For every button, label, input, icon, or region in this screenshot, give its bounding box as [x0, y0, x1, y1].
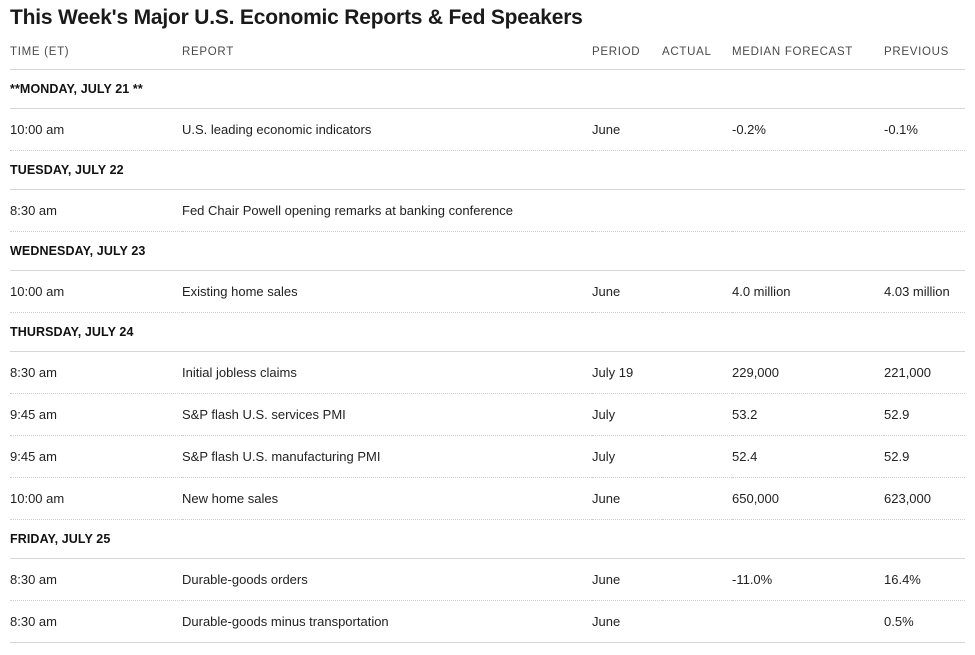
day-label: TUESDAY, JULY 22 — [10, 151, 965, 190]
cell-actual — [662, 394, 732, 436]
cell-actual — [662, 190, 732, 232]
cell-period: June — [592, 271, 662, 313]
table-row — [10, 601, 965, 643]
cell-previous: 52.9 — [884, 394, 965, 436]
day-label: **MONDAY, JULY 21 ** — [10, 70, 965, 109]
cell-previous: 221,000 — [884, 352, 965, 394]
cell-period: July — [592, 436, 662, 478]
cell-report: U.S. leading economic indicators — [182, 109, 592, 151]
cell-report: New home sales — [182, 478, 592, 520]
cell-median-forecast: 229,000 — [732, 352, 884, 394]
table-row — [10, 190, 965, 232]
cell-period: July 19 — [592, 352, 662, 394]
cell-period: July — [592, 394, 662, 436]
economic-calendar-page — [0, 6, 975, 643]
cell-period: June — [592, 478, 662, 520]
cell-previous: 0.5% — [884, 601, 965, 643]
table-row — [10, 436, 965, 478]
column-header-period: PERIOD — [592, 46, 662, 70]
cell-previous: 4.03 million — [884, 271, 965, 313]
cell-median-forecast: 650,000 — [732, 478, 884, 520]
cell-previous — [884, 190, 965, 232]
cell-report: Existing home sales — [182, 271, 592, 313]
table-day-header-row — [10, 520, 965, 559]
table-day-header-row — [10, 70, 965, 109]
table-header-row — [10, 46, 965, 70]
cell-report: Fed Chair Powell opening remarks at banking conference — [182, 190, 592, 232]
column-header-time: TIME (ET) — [10, 46, 182, 70]
cell-previous: 52.9 — [884, 436, 965, 478]
cell-period: June — [592, 559, 662, 601]
page-title: This Week's Major U.S. Economic Reports & Fed Speakers — [10, 6, 583, 29]
cell-median-forecast: -11.0% — [732, 559, 884, 601]
cell-actual — [662, 601, 732, 643]
table-row — [10, 478, 965, 520]
table-row — [10, 271, 965, 313]
cell-report: Durable-goods orders — [182, 559, 592, 601]
cell-time: 9:45 am — [10, 436, 182, 478]
cell-median-forecast — [732, 190, 884, 232]
cell-report: Initial jobless claims — [182, 352, 592, 394]
day-label: FRIDAY, JULY 25 — [10, 520, 965, 559]
table-body — [10, 70, 965, 643]
cell-time: 9:45 am — [10, 394, 182, 436]
cell-actual — [662, 559, 732, 601]
column-header-actual: ACTUAL — [662, 46, 732, 70]
table-day-header-row — [10, 232, 965, 271]
cell-median-forecast: 53.2 — [732, 394, 884, 436]
table-day-header-row — [10, 313, 965, 352]
cell-median-forecast: 52.4 — [732, 436, 884, 478]
table-row — [10, 394, 965, 436]
table-header — [10, 46, 965, 70]
cell-report: S&P flash U.S. manufacturing PMI — [182, 436, 592, 478]
column-header-previous: PREVIOUS — [884, 46, 965, 70]
cell-time: 8:30 am — [10, 352, 182, 394]
cell-time: 8:30 am — [10, 601, 182, 643]
cell-report: S&P flash U.S. services PMI — [182, 394, 592, 436]
cell-period: June — [592, 601, 662, 643]
table-row — [10, 352, 965, 394]
column-header-median-forecast: MEDIAN FORECAST — [732, 46, 884, 70]
cell-median-forecast: 4.0 million — [732, 271, 884, 313]
column-header-report: REPORT — [182, 46, 592, 70]
cell-time: 10:00 am — [10, 478, 182, 520]
cell-time: 8:30 am — [10, 559, 182, 601]
cell-time: 8:30 am — [10, 190, 182, 232]
cell-median-forecast: -0.2% — [732, 109, 884, 151]
cell-actual — [662, 478, 732, 520]
cell-previous: 623,000 — [884, 478, 965, 520]
cell-previous: 16.4% — [884, 559, 965, 601]
day-label: THURSDAY, JULY 24 — [10, 313, 965, 352]
table-day-header-row — [10, 151, 965, 190]
cell-actual — [662, 352, 732, 394]
cell-actual — [662, 436, 732, 478]
day-label: WEDNESDAY, JULY 23 — [10, 232, 965, 271]
table-row — [10, 109, 965, 151]
table-row — [10, 559, 965, 601]
cell-actual — [662, 271, 732, 313]
cell-report: Durable-goods minus transportation — [182, 601, 592, 643]
cell-period — [592, 190, 662, 232]
cell-actual — [662, 109, 732, 151]
cell-median-forecast — [732, 601, 884, 643]
cell-period: June — [592, 109, 662, 151]
economic-reports-table — [10, 46, 965, 643]
cell-time: 10:00 am — [10, 271, 182, 313]
cell-previous: -0.1% — [884, 109, 965, 151]
cell-time: 10:00 am — [10, 109, 182, 151]
